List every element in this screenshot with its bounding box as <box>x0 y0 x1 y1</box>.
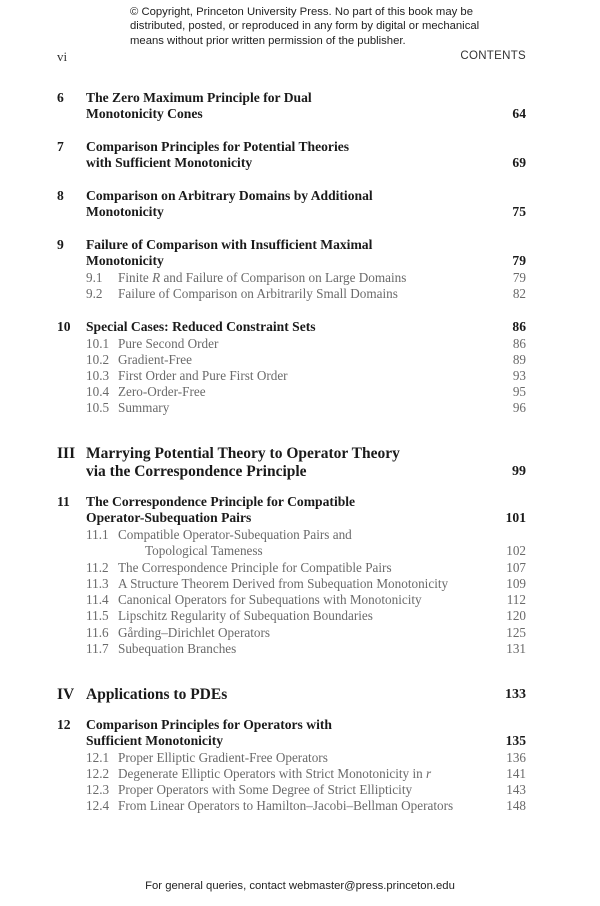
chapter-number: 7 <box>57 139 64 154</box>
running-head <box>57 49 526 65</box>
page-number: 101 <box>505 510 526 525</box>
section-title: Canonical Operators for Subequations with Monotonicity <box>118 592 422 607</box>
section-title-line-2: Topological Tameness <box>145 543 263 558</box>
page-number: 102 <box>506 543 526 558</box>
chapter-title-line-1: Comparison Principles for Operators with <box>86 717 332 732</box>
section-number: 11.3 <box>86 576 109 591</box>
page-number: 79 <box>512 253 526 268</box>
section-title: Failure of Comparison on Arbitrarily Small Domains <box>118 286 398 301</box>
section-number: 11.4 <box>86 592 109 607</box>
chapter-title-line-2: Operator-Subequation Pairs <box>86 510 252 525</box>
section-title: Zero-Order-Free <box>118 384 206 399</box>
section-number: 12.1 <box>86 750 110 765</box>
part-title-line-1: Marrying Potential Theory to Operator Theory <box>86 445 400 462</box>
section-number: 10.2 <box>86 352 110 367</box>
page-number: 133 <box>505 687 526 702</box>
section-title-text: and Failure of Comparison on Large Domains <box>160 270 407 285</box>
section-number: 10.4 <box>86 384 110 399</box>
chapter-title-line-1: Comparison Principles for Potential Theories <box>86 139 350 154</box>
section-number: 12.3 <box>86 782 110 797</box>
copyright-line-1: © Copyright, Princeton University Press. No part of this book may be <box>130 6 473 18</box>
page-number: 143 <box>506 782 526 797</box>
copyright-line-2: distributed, posted, or reproduced in any form by digital or mechanical <box>130 20 480 33</box>
chapter-number: 10 <box>57 319 71 334</box>
section-title: Compatible Operator-Subequation Pairs and <box>118 527 352 542</box>
section-number: 10.5 <box>86 400 110 415</box>
chapter-number: 8 <box>57 188 64 203</box>
section-title-text: Degenerate Elliptic Operators with Strict Monotonicity in <box>118 766 427 781</box>
chapter-title-line-1: Failure of Comparison with Insufficient Maximal <box>86 237 373 252</box>
page-number: 99 <box>512 464 526 479</box>
footer-contact: For general queries, contact webmaster@press.princeton.edu <box>145 880 455 892</box>
page-number: 148 <box>506 798 526 813</box>
section-number: 11.6 <box>86 625 109 640</box>
page-number: 64 <box>512 106 526 121</box>
page-number: 89 <box>512 352 526 367</box>
page-number: 141 <box>506 766 526 781</box>
section-number: 11.7 <box>86 641 109 656</box>
page-number: 75 <box>512 204 526 219</box>
page-number: 107 <box>506 560 526 575</box>
page-number: 93 <box>512 368 526 383</box>
page-number: 125 <box>506 625 526 640</box>
section-title: Gradient-Free <box>118 352 192 367</box>
section-number: 9.1 <box>86 270 103 285</box>
page-number: 96 <box>512 400 526 415</box>
part-number: III <box>57 445 76 462</box>
section-number: 11.2 <box>86 560 109 575</box>
section-number: 10.3 <box>86 368 110 383</box>
page-number: 95 <box>512 384 526 399</box>
section-title <box>118 270 406 286</box>
page-number: 135 <box>505 733 526 748</box>
section-number: 11.5 <box>86 608 109 623</box>
section-title: Lipschitz Regularity of Subequation Boundaries <box>118 608 373 623</box>
chapter-title-line-1: The Zero Maximum Principle for Dual <box>86 90 312 105</box>
section-title <box>118 766 431 782</box>
section-title: Proper Elliptic Gradient-Free Operators <box>118 750 328 765</box>
chapter-title-line-2: Monotonicity <box>86 253 164 268</box>
section-number: 12.4 <box>86 798 110 813</box>
page-number: 86 <box>512 319 526 334</box>
part-title-line-1: Applications to PDEs <box>86 686 228 703</box>
section-title: The Correspondence Principle for Compatible Pairs <box>118 560 392 575</box>
chapter-title-line-2: Monotonicity <box>86 204 164 219</box>
math-symbol-r: r <box>426 766 432 781</box>
section-title: Pure Second Order <box>118 336 219 351</box>
chapter-title-line-2: Monotonicity Cones <box>86 106 203 121</box>
chapter-title-line-1: Special Cases: Reduced Constraint Sets <box>86 319 316 334</box>
section-number: 10.1 <box>86 336 110 351</box>
part-title-line-2: via the Correspondence Principle <box>86 463 307 480</box>
running-title: CONTENTS <box>460 50 526 62</box>
page-number: 120 <box>506 608 526 623</box>
page-number: 86 <box>512 336 526 351</box>
page-number: 109 <box>506 576 526 591</box>
section-number: 9.2 <box>86 286 103 301</box>
chapter-number: 9 <box>57 237 64 252</box>
section-number: 12.2 <box>86 766 110 781</box>
section-title: A Structure Theorem Derived from Subequation Monotonicity <box>118 576 449 591</box>
section-number: 11.1 <box>86 527 109 542</box>
copyright-line-3: means without prior written permission of the publisher. <box>130 34 406 47</box>
chapter-title-line-2: with Sufficient Monotonicity <box>86 155 253 170</box>
section-title: From Linear Operators to Hamilton–Jacobi–Bellman Operators <box>118 798 454 813</box>
section-title: Subequation Branches <box>118 641 237 656</box>
page-number: 131 <box>506 641 526 656</box>
section-title: Gårding–Dirichlet Operators <box>118 625 270 640</box>
chapter-number: 12 <box>57 717 71 732</box>
chapter-title-line-1: The Correspondence Principle for Compatible <box>86 494 356 509</box>
section-title: Proper Operators with Some Degree of Strict Ellipticity <box>118 782 413 797</box>
chapter-number: 6 <box>57 90 64 105</box>
section-title: Summary <box>118 400 170 415</box>
page-number: 69 <box>512 155 526 170</box>
copyright-notice <box>130 5 490 48</box>
chapter-title-line-2: Sufficient Monotonicity <box>86 733 224 748</box>
page-number: 112 <box>506 592 526 607</box>
page-folio: vi <box>57 49 68 64</box>
page-number: 136 <box>506 750 526 765</box>
part-number: IV <box>57 686 75 703</box>
chapter-title-line-1: Comparison on Arbitrary Domains by Additional <box>86 188 373 203</box>
math-symbol-R: R <box>152 270 161 285</box>
section-title-text: Finite <box>118 270 153 285</box>
page-number: 82 <box>512 286 526 301</box>
page-number: 79 <box>512 270 526 285</box>
section-title: First Order and Pure First Order <box>118 368 288 383</box>
chapter-number: 11 <box>57 494 70 509</box>
